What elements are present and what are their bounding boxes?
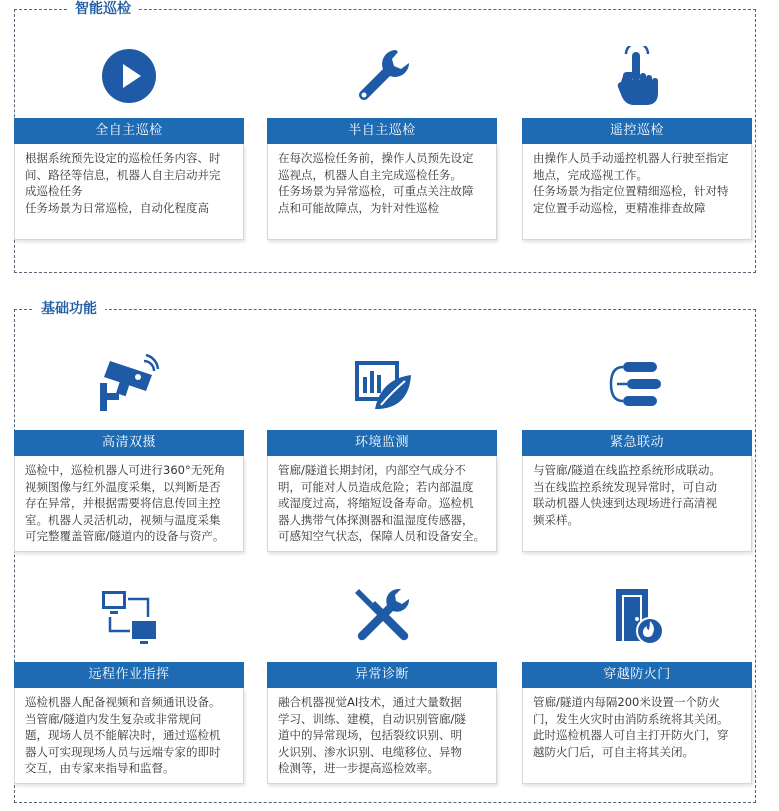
card-label: 高清双摄 (14, 430, 244, 456)
card-description: 巡检机器人配备视频和音频通讯设备。 当管廊/隧道内发生复杂或非常规问 题，现场人员不能解决时，通过巡检机 器人可实现现场人员与远端专家的即时 交互，由专家来指导和监督。 (14, 688, 244, 784)
card-description: 巡检中，巡检机器人可进行360°无死角 视频图像与红外温度采集，以判断是否 存在异常，并根据需要将信息传回主控 室。机器人灵活机动，视频与温度采集 可完整覆盖管廊/隧道内的设备与资产。 (14, 456, 244, 552)
card-description: 与管廊/隧道在线监控系统形成联动。 当在线监控系统发现异常时，可自动 联动机器人快速到达现场进行高清视 频采样。 (522, 456, 752, 552)
card-description: 在每次巡检任务前，操作人员预先设定 巡视点，机器人自主完成巡检任务。 任务场景为异常巡检，可重点关注故障 点和可能故障点，为针对性巡检 (267, 144, 497, 240)
card-description: 管廊/隧道内每隔200米设置一个防火 门，发生火灾时由消防系统将其关闭。 此时巡检机器人可自主打开防火门，穿 越防火门后，可自主将其关闭。 (522, 688, 752, 784)
environment-monitor-icon (267, 352, 497, 416)
card-description: 由操作人员手动遥控机器人行驶至指定 地点，完成巡视工作。 任务场景为指定位置精细巡检，针对特 定位置手动巡检，更精准排查故障 (522, 144, 752, 240)
card-label: 遥控巡检 (522, 118, 752, 144)
remote-monitor-icon (14, 584, 244, 648)
card-description: 融合机器视觉AI技术，通过大量数据 学习、训练、建模，自动识别管廊/隧 道中的异常现场，包括裂纹识别、明 火识别、渗水识别、电缆移位、异物 检测等，进一步提高巡检效率。 (267, 688, 497, 784)
card-label: 半自主巡检 (267, 118, 497, 144)
card-label: 全自主巡检 (14, 118, 244, 144)
linkage-icon (522, 352, 752, 416)
tools-icon (267, 584, 497, 648)
card-label: 远程作业指挥 (14, 662, 244, 688)
play-icon (14, 44, 244, 108)
fire-door-icon (522, 584, 752, 648)
card-label: 环境监测 (267, 430, 497, 456)
smart-patrol-title: 智能巡检 (67, 0, 139, 18)
basic-functions-title: 基础功能 (33, 300, 105, 318)
card-label: 异常诊断 (267, 662, 497, 688)
security-camera-icon (14, 352, 244, 416)
card-description: 管廊/隧道长期封闭，内部空气成分不 明，可能对人员造成危险；若内部温度 或湿度过高，将缩短设备寿命。巡检机 器人携带气体探测器和温湿度传感器， 可感知空气状态，保障人员和设备安全。 (267, 456, 497, 552)
hand-pointer-icon (522, 44, 752, 108)
card-label: 穿越防火门 (522, 662, 752, 688)
card-label: 紧急联动 (522, 430, 752, 456)
card-description: 根据系统预先设定的巡检任务内容、时 间、路径等信息，机器人自主启动并完 成巡检任务 任务场景为日常巡检，自动化程度高 (14, 144, 244, 240)
wrench-icon (267, 44, 497, 108)
